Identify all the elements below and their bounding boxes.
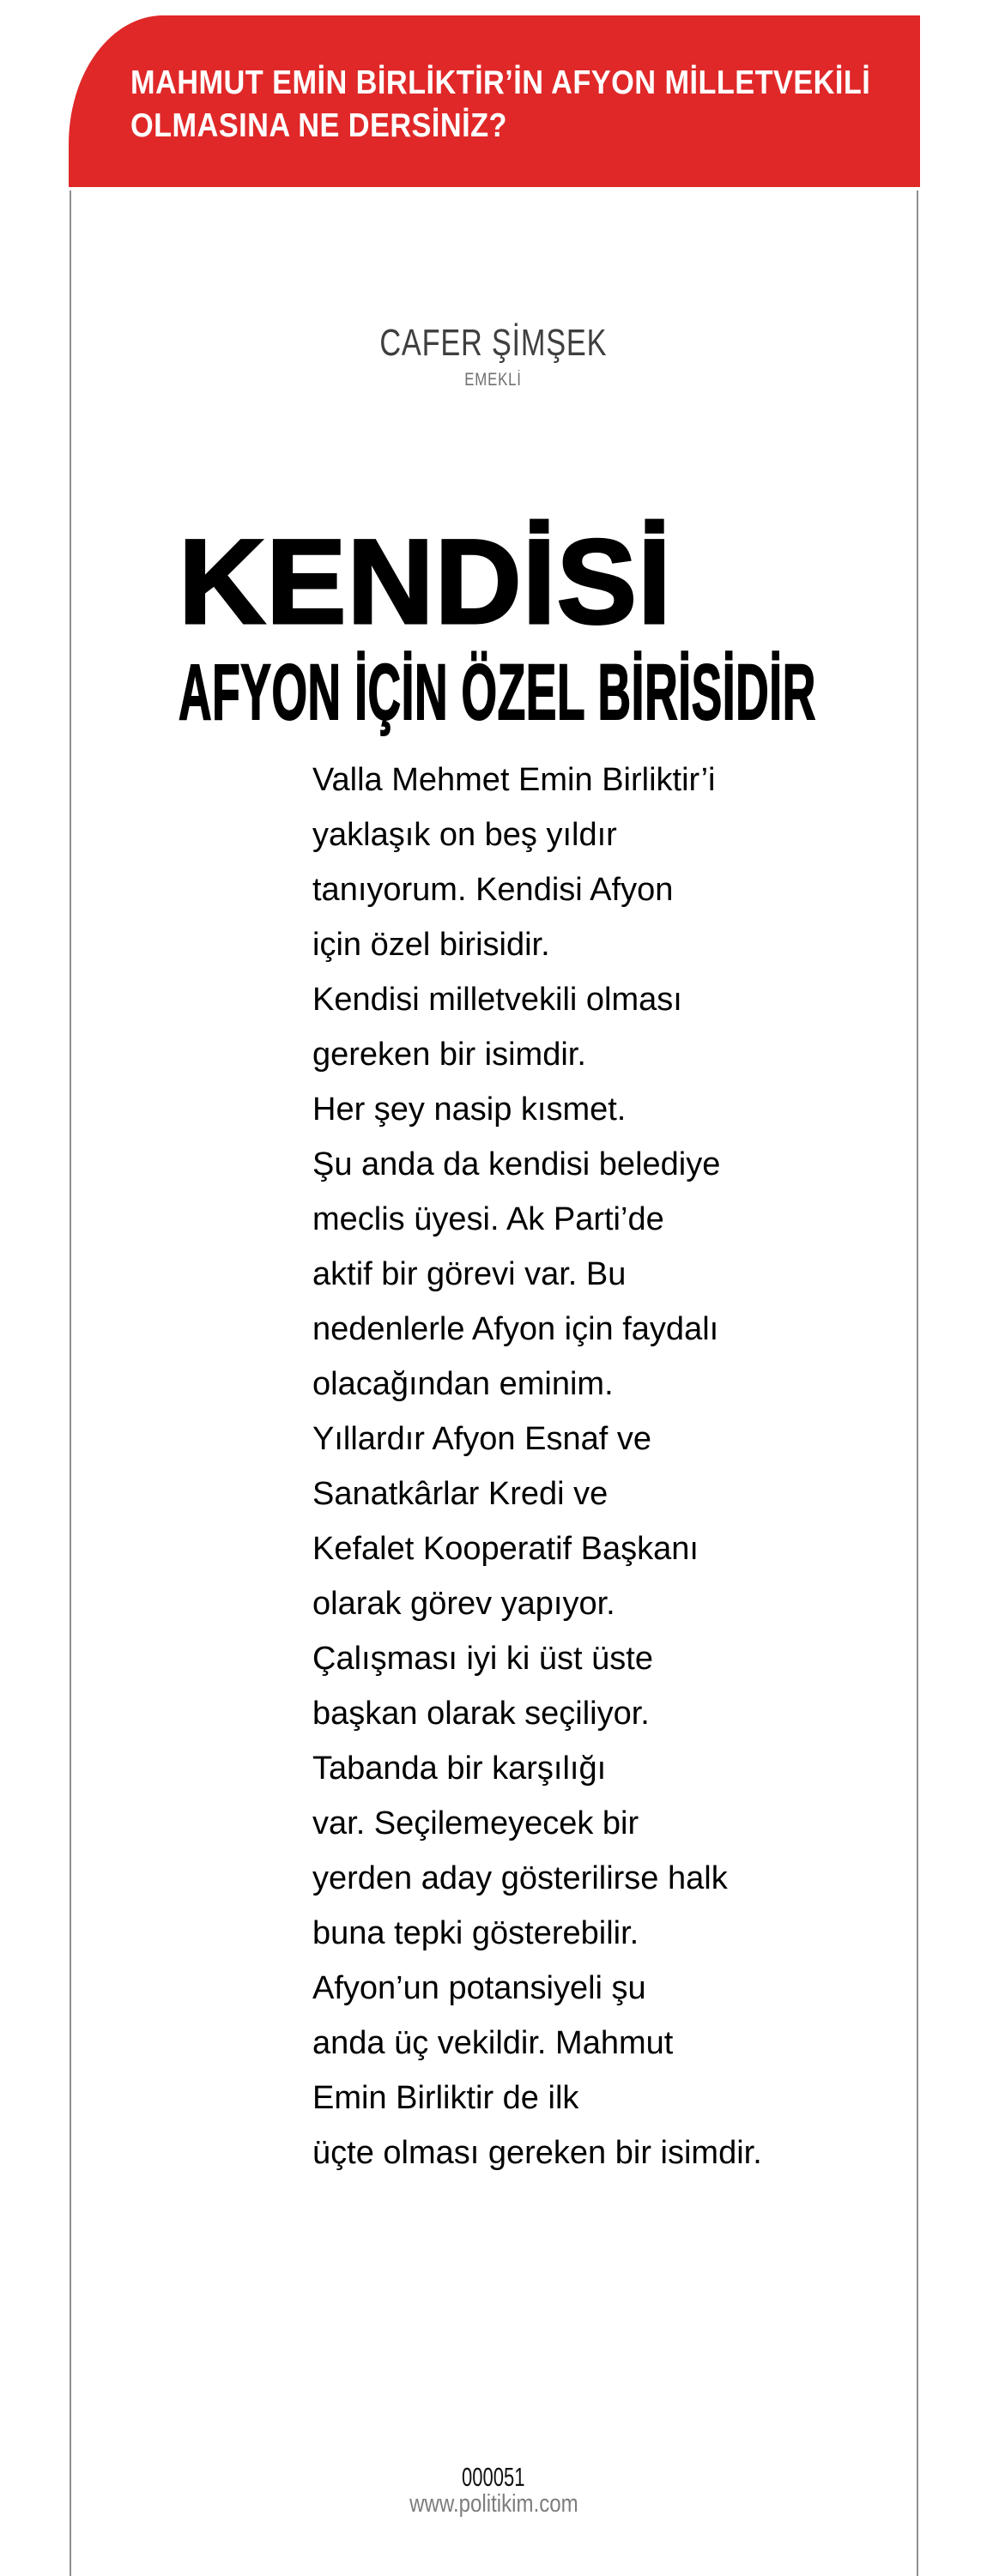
quote-line: Yıllardır Afyon Esnaf ve — [312, 1421, 651, 1457]
quote-line: Emin Birliktir de ilk — [312, 2080, 579, 2116]
question-text — [130, 62, 870, 148]
left-border-line — [70, 190, 71, 2576]
quote-line: nedenlerle Afyon için faydalı — [312, 1311, 719, 1347]
quote-line: anda üç vekildir. Mahmut — [312, 2025, 674, 2061]
quote-line: Valla Mehmet Emin Birliktir’i — [312, 762, 716, 798]
footer-code-text: 000051 — [462, 2462, 525, 2492]
quote-line: için özel birisidir. — [312, 927, 550, 963]
quote-line: var. Seçilemeyecek bir — [312, 1805, 639, 1841]
right-border-line — [917, 190, 918, 2576]
quote-line: yerden aday gösterilirse halk — [312, 1860, 728, 1896]
footer-website — [0, 2492, 987, 2517]
headline-title: KENDİSİ — [179, 514, 672, 649]
quote-line: üçte olması gereken bir isimdir. — [312, 2135, 762, 2171]
quote-line: aktif bir görevi var. Bu — [312, 1256, 627, 1292]
quote-line: meclis üyesi. Ak Parti’de — [312, 1201, 664, 1237]
quote-line: Kefalet Kooperatif Başkanı — [312, 1531, 699, 1567]
quote-line: Çalışması iyi ki üst üste — [312, 1641, 653, 1677]
quote-line: Her şey nasip kısmet. — [312, 1091, 627, 1128]
interviewee-role — [0, 371, 987, 389]
interviewee-name — [0, 324, 987, 362]
quote-line: olarak görev yapıyor. — [312, 1586, 615, 1622]
interviewee-name-text: CAFER ŞİMŞEK — [379, 322, 608, 364]
quote-line: Sanatkârlar Kredi ve — [312, 1476, 609, 1512]
quote-line: Tabanda bir karşılığı — [312, 1751, 607, 1787]
quote-line: Kendisi milletvekili olması — [312, 982, 682, 1018]
quote-line: buna tepki gösterebilir. — [312, 1915, 639, 1951]
quote-line: Şu anda da kendisi belediye — [312, 1146, 721, 1182]
headline-subtitle: AFYON İÇİN ÖZEL BİRİSİDİR — [179, 649, 816, 736]
quote-line: yaklaşık on beş yıldır — [312, 817, 617, 853]
quote-line: başkan olarak seçiliyor. — [312, 1696, 650, 1732]
question-line-1: MAHMUT EMİN BİRLİKTİR’İN AFYON MİLLETVEKİLİ — [130, 64, 871, 101]
quote-line: tanıyorum. Kendisi Afyon — [312, 872, 674, 908]
interviewee-role-text: EMEKLİ — [464, 370, 523, 390]
question-line-2: OLMASINA NE DERSİNİZ? — [130, 107, 507, 144]
footer-code — [0, 2464, 987, 2490]
quote-line: gereken bir isimdir. — [312, 1037, 586, 1073]
question-banner — [69, 15, 920, 187]
quote-line: Afyon’un potansiyeli şu — [312, 1970, 646, 2006]
quote-line: olacağından eminim. — [312, 1366, 614, 1402]
footer-website-text: www.politikim.com — [409, 2490, 578, 2518]
quote-body — [312, 753, 762, 2180]
